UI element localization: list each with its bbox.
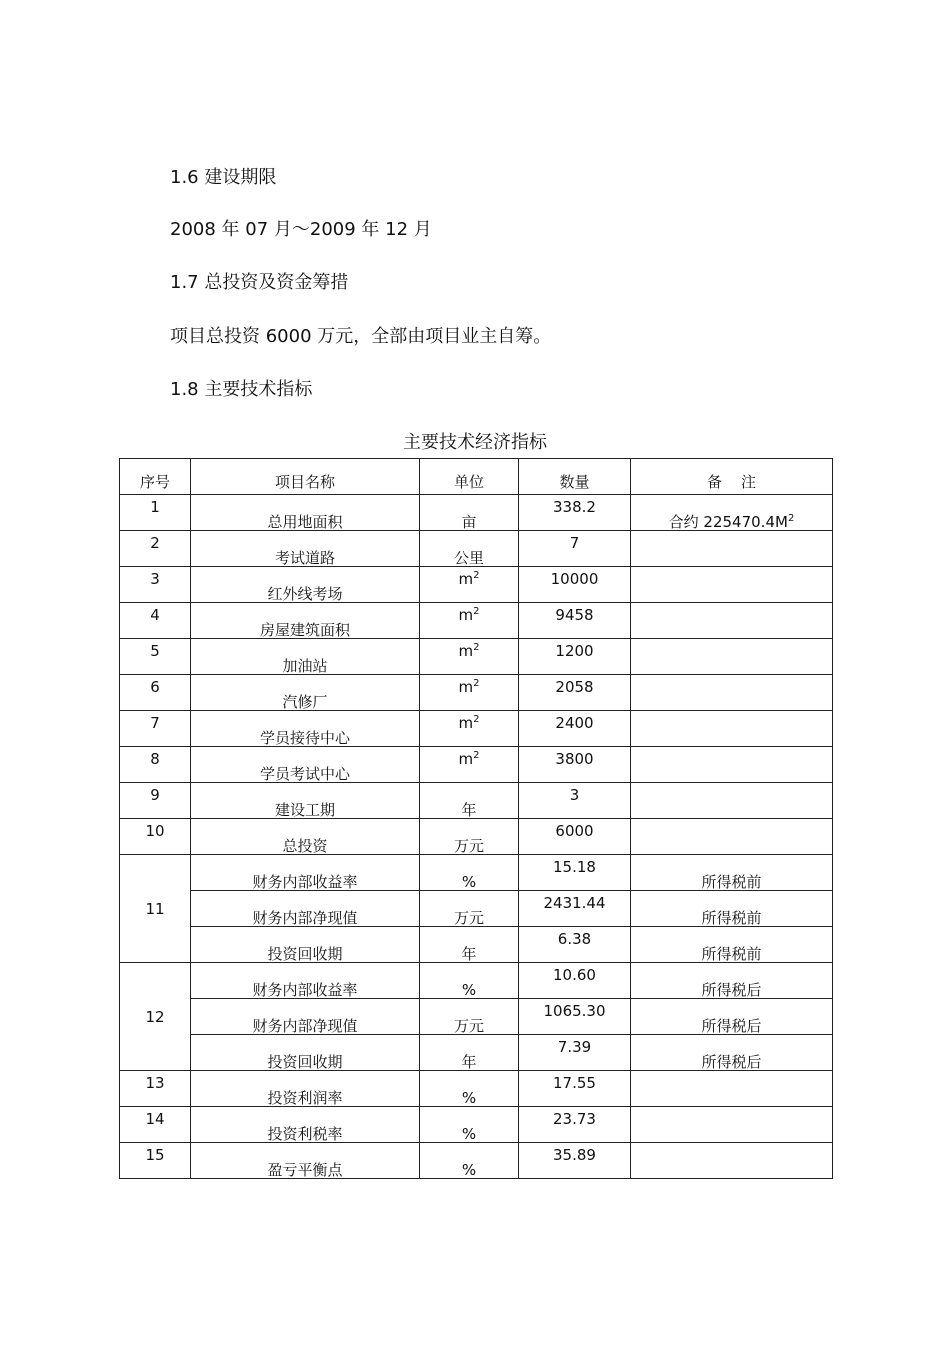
header-qty: 数量: [519, 459, 631, 495]
note: 所得税前: [631, 891, 833, 927]
unit-cell: %: [420, 1107, 519, 1143]
quantity: 17.55: [519, 1071, 631, 1107]
table-row: [120, 603, 833, 639]
row-number: 4: [120, 603, 191, 639]
table-row: [120, 1143, 833, 1179]
row-number: 15: [120, 1143, 191, 1179]
item-name: 总用地面积: [191, 495, 420, 531]
row-number: 1: [120, 495, 191, 531]
row-number: 2: [120, 531, 191, 567]
note: [631, 675, 833, 711]
quantity: 1200: [519, 639, 631, 675]
row-number: 12: [120, 963, 191, 1071]
unit-superscript: 2: [473, 714, 480, 725]
unit-text: m: [458, 750, 474, 768]
unit-cell: 年: [420, 927, 519, 963]
indicator-table: [119, 458, 833, 1179]
row-number: 14: [120, 1107, 191, 1143]
item-name: 投资回收期: [191, 1035, 420, 1071]
note: [631, 747, 833, 783]
row-number: 10: [120, 819, 191, 855]
row-number: 13: [120, 1071, 191, 1107]
row-number: 7: [120, 711, 191, 747]
table-row: [120, 963, 833, 999]
table-row: [120, 495, 833, 531]
table-row: [120, 783, 833, 819]
investment-text: 项目总投资 6000 万元，全部由项目业主自筹。: [170, 326, 552, 347]
unit-cell: 年: [420, 783, 519, 819]
note: [631, 495, 833, 531]
item-name: 学员接待中心: [191, 711, 420, 747]
item-name: 投资回收期: [191, 927, 420, 963]
item-name: 盈亏平衡点: [191, 1143, 420, 1179]
note: [631, 639, 833, 675]
quantity: 6.38: [519, 927, 631, 963]
row-number: 8: [120, 747, 191, 783]
note: [631, 711, 833, 747]
unit-cell: [420, 639, 519, 675]
table-row: [120, 819, 833, 855]
table-row: [120, 999, 833, 1035]
note: [631, 819, 833, 855]
note: 所得税前: [631, 927, 833, 963]
quantity: 9458: [519, 603, 631, 639]
note: [631, 783, 833, 819]
quantity: 338.2: [519, 495, 631, 531]
unit-cell: [420, 711, 519, 747]
quantity: 3: [519, 783, 631, 819]
item-name: 房屋建筑面积: [191, 603, 420, 639]
table-caption: 主要技术经济指标: [403, 432, 547, 453]
quantity: 15.18: [519, 855, 631, 891]
unit-cell: [420, 567, 519, 603]
section-heading-1-7: 1.7 总投资及资金筹措: [170, 272, 349, 293]
table-row: [120, 855, 833, 891]
note: 所得税后: [631, 1035, 833, 1071]
item-name: 财务内部收益率: [191, 963, 420, 999]
note: [631, 1071, 833, 1107]
unit-cell: %: [420, 963, 519, 999]
construction-period-text: 2008 年 07 月～2009 年 12 月: [170, 219, 432, 240]
unit-cell: %: [420, 855, 519, 891]
unit-superscript: 2: [473, 570, 480, 581]
quantity: 23.73: [519, 1107, 631, 1143]
unit-cell: 年: [420, 1035, 519, 1071]
item-name: 财务内部净现值: [191, 999, 420, 1035]
quantity: 3800: [519, 747, 631, 783]
note: [631, 567, 833, 603]
note: [631, 531, 833, 567]
row-number: 11: [120, 855, 191, 963]
unit-cell: [420, 603, 519, 639]
unit-cell: 亩: [420, 495, 519, 531]
quantity: 35.89: [519, 1143, 631, 1179]
table-row: [120, 891, 833, 927]
unit-cell: 万元: [420, 999, 519, 1035]
item-name: 投资利润率: [191, 1071, 420, 1107]
table-row: [120, 711, 833, 747]
unit-text: m: [458, 678, 474, 696]
unit-text: m: [458, 606, 474, 624]
section-heading-1-6: 1.6 建设期限: [170, 167, 277, 188]
note-superscript: 2: [787, 513, 795, 524]
note: 所得税前: [631, 855, 833, 891]
item-name: 财务内部收益率: [191, 855, 420, 891]
unit-cell: %: [420, 1071, 519, 1107]
header-unit: 单位: [420, 459, 519, 495]
unit-superscript: 2: [473, 606, 480, 617]
quantity: 7: [519, 531, 631, 567]
unit-cell: %: [420, 1143, 519, 1179]
unit-cell: 万元: [420, 891, 519, 927]
row-number: 9: [120, 783, 191, 819]
unit-cell: 公里: [420, 531, 519, 567]
note: [631, 603, 833, 639]
item-name: 汽修厂: [191, 675, 420, 711]
quantity: 2400: [519, 711, 631, 747]
unit-superscript: 2: [473, 678, 480, 689]
quantity: 6000: [519, 819, 631, 855]
table-row: [120, 1071, 833, 1107]
note: 所得税后: [631, 963, 833, 999]
unit-cell: 万元: [420, 819, 519, 855]
table-row: [120, 531, 833, 567]
unit-cell: [420, 747, 519, 783]
quantity: 2058: [519, 675, 631, 711]
quantity: 2431.44: [519, 891, 631, 927]
table-row: [120, 675, 833, 711]
unit-text: m: [458, 714, 474, 732]
item-name: 建设工期: [191, 783, 420, 819]
table-row: [120, 1035, 833, 1071]
unit-superscript: 2: [473, 750, 480, 761]
quantity: 10000: [519, 567, 631, 603]
unit-cell: [420, 675, 519, 711]
header-note: 备 注: [631, 459, 833, 495]
row-number: 3: [120, 567, 191, 603]
item-name: 红外线考场: [191, 567, 420, 603]
table-row: [120, 567, 833, 603]
table-row: [120, 927, 833, 963]
quantity: 1065.30: [519, 999, 631, 1035]
note: [631, 1143, 833, 1179]
quantity: 7.39: [519, 1035, 631, 1071]
item-name: 加油站: [191, 639, 420, 675]
table-row: [120, 747, 833, 783]
note-text: 合约 225470.4M: [668, 513, 788, 531]
item-name: 考试道路: [191, 531, 420, 567]
section-heading-1-8: 1.8 主要技术指标: [170, 379, 313, 400]
unit-text: m: [458, 642, 474, 660]
header-name: 项目名称: [191, 459, 420, 495]
table-row: [120, 1107, 833, 1143]
note: 所得税后: [631, 999, 833, 1035]
row-number: 6: [120, 675, 191, 711]
note: [631, 1107, 833, 1143]
unit-superscript: 2: [473, 642, 480, 653]
item-name: 总投资: [191, 819, 420, 855]
table-row: [120, 639, 833, 675]
item-name: 投资利税率: [191, 1107, 420, 1143]
header-no: 序号: [120, 459, 191, 495]
quantity: 10.60: [519, 963, 631, 999]
item-name: 学员考试中心: [191, 747, 420, 783]
row-number: 5: [120, 639, 191, 675]
item-name: 财务内部净现值: [191, 891, 420, 927]
unit-text: m: [458, 570, 474, 588]
table-header-row: [120, 459, 833, 495]
